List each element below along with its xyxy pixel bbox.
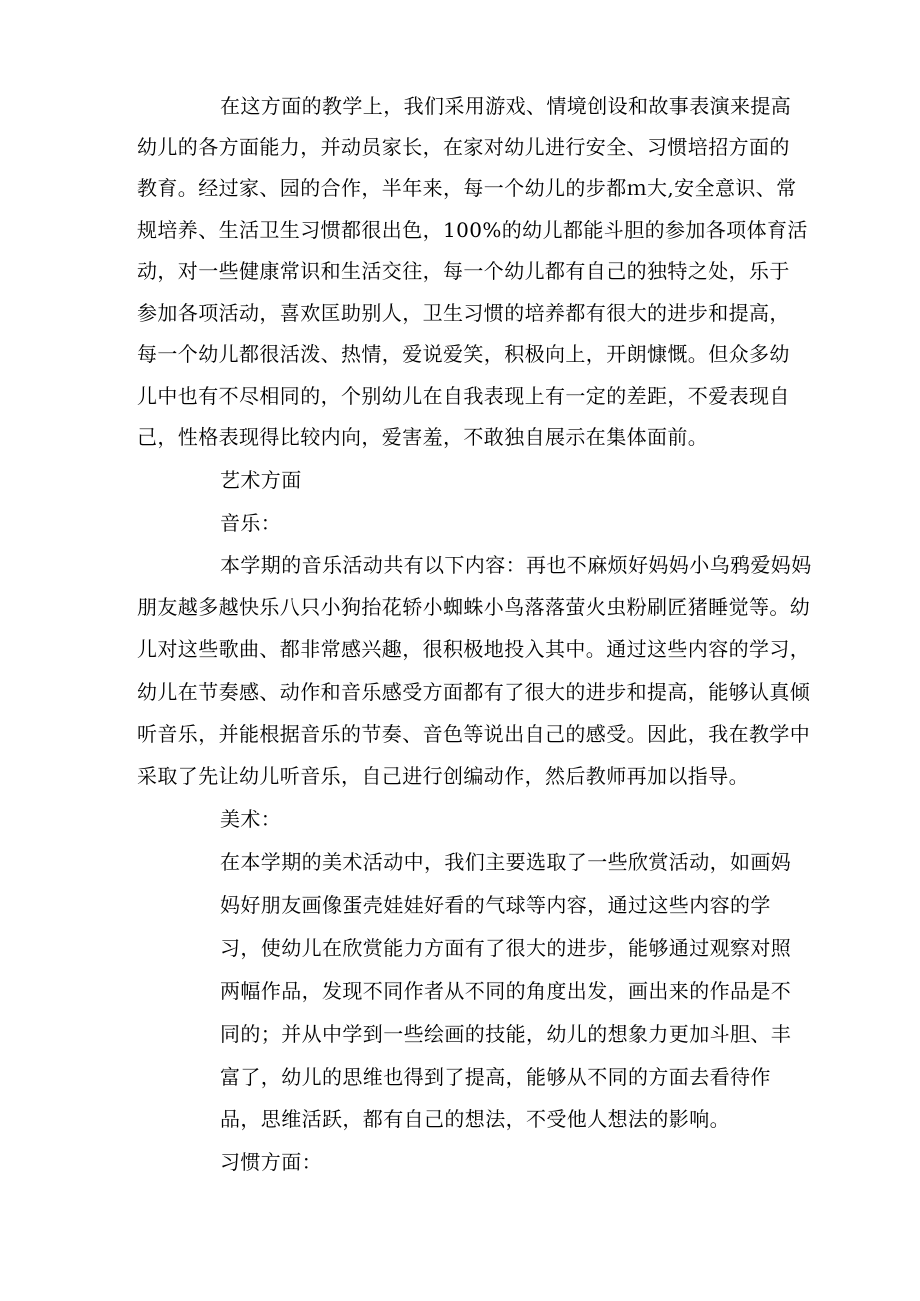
text-line: 幼儿的各方面能力，并动员家长，在家对幼儿进行安全、习惯培招方面的 [137, 135, 790, 159]
text-line: 参加各项活动，喜欢匡助别人，卫生习惯的培养都有很大的进步和提高， [137, 301, 790, 325]
text-line: 动，对一些健康常识和生活交往，每一个幼儿都有自己的独特之处，乐于 [137, 259, 790, 283]
section-heading-fineart: 美术： [220, 807, 282, 831]
text-line: 朋友越多越快乐八只小狗抬花轿小蜘蛛小鸟落落萤火虫粉刷匠猪睡觉等。幼 [137, 595, 811, 619]
text-line: 儿中也有不尽相同的，个别幼儿在自我表现上有一定的差距，不爱表现自 [137, 384, 790, 408]
text-line: 本学期的音乐活动共有以下内容：再也不麻烦好妈妈小乌鸦爱妈妈 [220, 553, 812, 577]
text-line: 同的；并从中学到一些绘画的技能，幼儿的想象力更加斗胆、丰 [220, 1022, 792, 1046]
text-line: 听音乐，并能根据音乐的节奏、音色等说出自己的感受。因此，我在教学中 [137, 722, 811, 746]
text-line: 习，使幼儿在欣赏能力方面有了很大的进步，能够通过观察对照 [220, 936, 792, 960]
text-line: 采取了先让幼儿听音乐，自己进行创编动作，然后教师再加以指导。 [137, 764, 749, 788]
text-line: 品，思维活跃，都有自己的想法，不受他人想法的影响。 [220, 1107, 730, 1131]
section-heading-habit: 习惯方面： [220, 1150, 322, 1174]
text-line: 幼儿在节奏感、动作和音乐感受方面都有了很大的进步和提高，能够认真倾 [137, 680, 811, 704]
text-line: 富了，幼儿的思维也得到了提高，能够从不同的方面去看待作 [220, 1065, 771, 1089]
text-line: 儿对这些歌曲、都非常感兴趣，很积极地投入其中。通过这些内容的学习， [137, 637, 811, 661]
text-line: 每一个幼儿都很活泼、热情，爱说爱笑，积极向上，开朗慷慨。但众多幼 [137, 342, 790, 366]
text-line: 妈好朋友画像蛋壳娃娃好看的气球等内容，通过这些内容的学 [220, 893, 771, 917]
text-line: 在本学期的美术活动中，我们主要选取了一些欣赏活动，如画妈 [220, 850, 792, 874]
section-heading-art: 艺术方面 [220, 468, 302, 492]
text-line: 教育。经过家、园的合作，半年来，每一个幼儿的步都ｍ大,安全意识、常 [137, 176, 797, 200]
text-line: 在这方面的教学上，我们采用游戏、情境创设和故事表演来提高 [220, 94, 792, 118]
text-line: 两幅作品，发现不同作者从不同的角度出发，画出来的作品是不 [220, 979, 792, 1003]
text-line: 规培养、生活卫生习惯都很出色，100%的幼儿都能斗胆的参加各项体育活 [137, 218, 808, 242]
section-heading-music: 音乐： [220, 511, 282, 535]
text-line: 己，性格表现得比较内向，爱害羞，不敢独自展示在集体面前。 [137, 425, 709, 449]
